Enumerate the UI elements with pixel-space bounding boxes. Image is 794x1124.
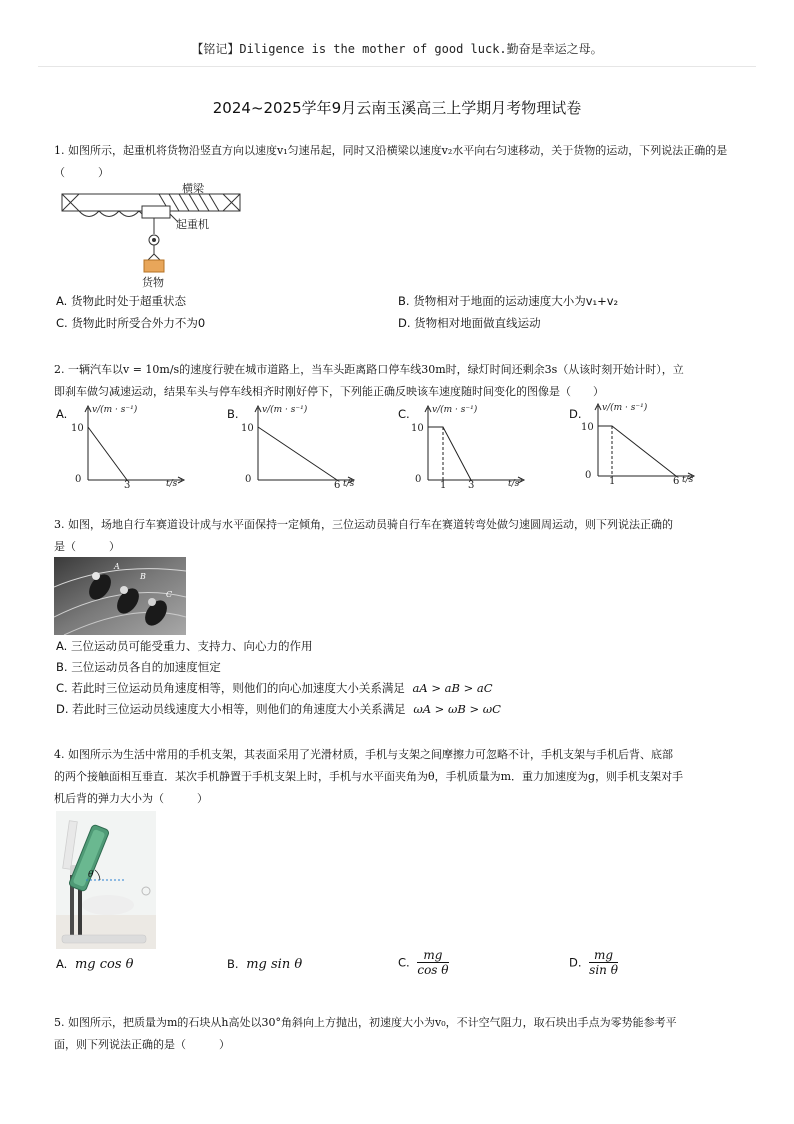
q4-option-a <box>56 957 134 972</box>
q2-b-origin: 0 <box>245 474 252 485</box>
q3-cyclists-photo <box>54 557 186 635</box>
q3-option-d-text: D. 若此时三位运动员线速度大小相等，则他们的角速度大小关系满足 <box>56 702 406 716</box>
q2-c-xtick-1: 1 <box>440 480 447 491</box>
q1-option-b: B. 货物相对于地面的运动速度大小为v₁+v₂ <box>398 294 619 308</box>
q2-graph-b-label: B. <box>227 407 239 421</box>
q4-option-c-denominator: cos θ <box>417 963 449 977</box>
q2-graph-a <box>62 400 192 492</box>
q2-c-xtick-2: 3 <box>468 480 475 491</box>
q2-c-ylabel: v/(m · s⁻¹) <box>432 405 478 415</box>
q2-b-xlabel: t/s <box>343 479 355 489</box>
q4-option-c-label: C. <box>398 955 410 970</box>
q3-option-d <box>56 701 501 717</box>
q2-graph-d <box>572 400 702 492</box>
q2-a-xlabel: t/s <box>166 479 178 489</box>
q4-option-b-math: mg sin θ <box>246 957 303 972</box>
q5-text-line1: 5. 如图所示，把质量为m的石块从h高处以30°角斜向上方抛出，初速度大小为v₀，不计空气阻力，取石块出手点为零势能参考平 <box>54 1016 677 1029</box>
q2-d-ylabel: v/(m · s⁻¹) <box>602 403 648 413</box>
q4-text-line3: 机后背的弹力大小为（ ） <box>54 792 208 805</box>
q2-graph-c-label: C. <box>398 407 410 421</box>
q3-option-c-text: C. 若此时三位运动员角速度相等，则他们的向心加速度大小关系满足 <box>56 681 405 695</box>
q1-crane-label: 起重机 <box>176 218 209 231</box>
q4-phone-stand-photo <box>56 811 156 949</box>
q3-option-c <box>56 680 493 696</box>
q3-text-line2: 是（ ） <box>54 540 120 553</box>
q4-option-d-numerator: mg <box>589 948 618 963</box>
q2-a-xtick: 3 <box>124 480 131 491</box>
q4-option-c <box>398 948 449 977</box>
q4-option-a-label: A. <box>56 957 68 971</box>
q3-photo-label-c: C <box>166 590 173 599</box>
header-divider <box>38 66 756 67</box>
q2-a-ylabel: v/(m · s⁻¹) <box>92 405 138 415</box>
q2-b-ylabel: v/(m · s⁻¹) <box>262 405 308 415</box>
q2-text-line2: 即刹车做匀减速运动，结果车头与停车线相齐时刚好停下，下列能正确反映该车速度随时间变化的图像是（ ） <box>54 385 604 398</box>
q5-text-line2: 面，则下列说法正确的是（ ） <box>54 1038 230 1051</box>
q2-b-xtick: 6 <box>334 480 341 491</box>
q4-option-d-fraction <box>589 948 618 977</box>
q4-theta-label: θ <box>88 870 94 880</box>
q2-text-line1: 2. 一辆汽车以v = 10m/s的速度行驶在城市道路上，当车头距离路口停车线30m时，绿灯时间还剩余3s（从该时刻开始计时），立 <box>54 363 684 376</box>
q2-graph-d-label: D. <box>569 407 582 421</box>
q2-c-origin: 0 <box>415 474 422 485</box>
q1-crane-figure <box>58 182 248 292</box>
q3-option-a: A. 三位运动员可能受重力、支持力、向心力的作用 <box>56 639 313 653</box>
q1-option-d: D. 货物相对地面做直线运动 <box>398 316 541 330</box>
q1-cargo-box <box>144 260 164 272</box>
q4-option-d <box>569 948 618 977</box>
q2-d-xtick-2: 6 <box>673 476 680 487</box>
q4-option-c-fraction <box>417 948 448 977</box>
q3-photo-label-a: A <box>114 562 120 571</box>
q1-cargo-label: 货物 <box>142 276 164 289</box>
q2-graph-c <box>402 400 532 492</box>
q2-b-ytick: 10 <box>241 423 254 434</box>
q2-graph-a-label: A. <box>56 407 68 421</box>
q2-d-ytick: 10 <box>581 422 594 433</box>
q4-text-line2: 的两个接触面相互垂直．某次手机静置于手机支架上时，手机与水平面夹角为θ，手机质量为m．重力加速度为g，则手机支架对手 <box>54 770 684 783</box>
q3-option-c-math: aA > aB > aC <box>412 681 493 695</box>
q2-d-xlabel: t/s <box>682 475 694 485</box>
q2-c-xlabel: t/s <box>508 479 520 489</box>
q1-option-a: A. 货物此时处于超重状态 <box>56 294 186 308</box>
q2-d-origin: 0 <box>585 470 592 481</box>
q2-c-ytick: 10 <box>411 423 424 434</box>
q4-option-a-math: mg cos θ <box>74 957 134 972</box>
q4-option-b <box>227 957 302 972</box>
q4-option-d-label: D. <box>569 955 582 970</box>
q4-text-line1: 4. 如图所示为生活中常用的手机支架，其表面采用了光滑材质，手机与支架之间摩擦力可忽略不计，手机支架与手机后背、底部 <box>54 748 673 761</box>
q1-text: 1. 如图所示，起重机将货物沿竖直方向以速度v₁匀速吊起，同时又沿横梁以速度v₂水平向右匀速移动，关于货物的运动，下列说法正确的是（ ） <box>54 144 728 179</box>
q3-text-line1: 3. 如图，场地自行车赛道设计成与水平面保持一定倾角，三位运动员骑自行车在赛道转弯处做匀速圆周运动，则下列说法正确的 <box>54 518 673 531</box>
q3-photo-label-b: B <box>140 572 146 581</box>
q4-option-b-label: B. <box>227 957 239 971</box>
q1-beam-label: 横梁 <box>182 182 204 195</box>
q2-graph-b <box>232 400 362 492</box>
q2-a-ytick: 10 <box>71 423 84 434</box>
q3-option-b: B. 三位运动员各自的加速度恒定 <box>56 660 221 674</box>
q2-d-xtick-1: 1 <box>609 476 616 487</box>
q4-option-c-numerator: mg <box>417 948 448 963</box>
q4-option-d-denominator: sin θ <box>589 963 618 977</box>
header-motto: 【铭记】Diligence is the mother of good luck.勤奋是幸运之母。 <box>191 42 603 56</box>
q2-a-origin: 0 <box>75 474 82 485</box>
q1-option-c: C. 货物此时所受合外力不为0 <box>56 316 206 330</box>
q3-option-d-math: ωA > ωB > ωC <box>413 702 501 716</box>
exam-title: 2024~2025学年9月云南玉溪高三上学期月考物理试卷 <box>212 99 582 117</box>
